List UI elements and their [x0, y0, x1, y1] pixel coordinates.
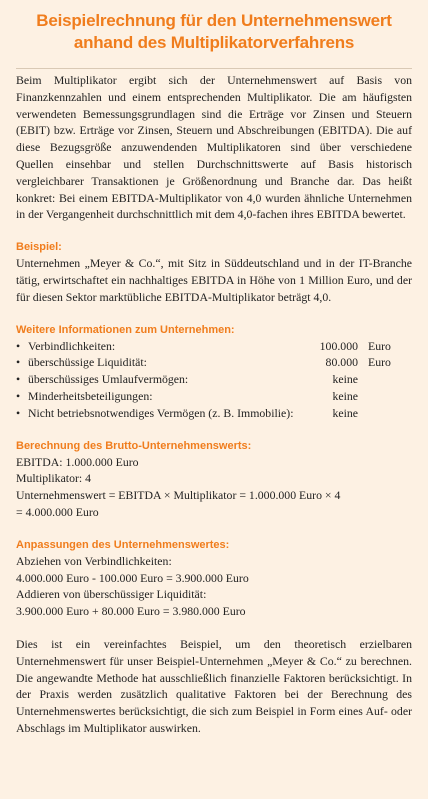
title-line-1: Beispielrechnung für den Unternehmenswert	[36, 11, 392, 30]
closing-paragraph: Dies ist ein vereinfachtes Beispiel, um den theoretisch erzielbaren Unternehmenswert für unser Beispiel-Unternehmen „Meyer & Co.“ zu berechnen. Die angewandte Methode hat ausschließlich finanzielle Faktoren berücksichtigt. In der Praxis werden zusätzlich qualitative Faktoren bei der Berechnung des Unternehmenswertes berücksichtigt, die sich zum Beispiel in Form eines Auf- oder Abschlags im Multiplikator auswirken.	[16, 636, 412, 735]
adjust-heading: Anpassungen des Unternehmenswertes:	[16, 538, 230, 551]
bullet-icon: •	[16, 338, 21, 353]
calc-line: Multiplikator: 4	[16, 471, 92, 486]
list-item: • überschüssige Liquidität: 80.000 Euro	[16, 355, 391, 370]
example-heading: Beispiel:	[16, 241, 62, 254]
gross-calculation	[16, 454, 412, 521]
bullet-icon: •	[16, 355, 21, 370]
list-item: • Nicht betriebsnotwendiges Vermögen (z. B. Immobilie): keine	[16, 405, 358, 420]
list-item: • überschüssiges Umlaufvermögen: keine	[16, 372, 358, 387]
gross-heading: Berechnung des Brutto-Unternehmenswerts:	[16, 439, 252, 452]
bullet-icon: •	[16, 372, 21, 387]
example-paragraph: Unternehmen „Meyer & Co.“, mit Sitz in Süddeutschland und in der IT-Branche tätig, erwirtschaftet ein nachhaltiges EBITDA in Höhe von 1 Million Euro, und der für diesen Sektor marktübliche EBITDA-Multiplikator beträgt 4,0.	[16, 256, 412, 304]
adjust-calculation	[16, 553, 412, 620]
calc-line: 4.000.000 Euro - 100.000 Euro = 3.900.000 Euro	[16, 570, 249, 585]
calc-line: Unternehmenswert = EBITDA × Multiplikator = 1.000.000 Euro × 4	[16, 488, 341, 503]
list-item: • Verbindlichkeiten: 100.000 Euro	[16, 338, 391, 353]
calc-line: = 4.000.000 Euro	[16, 504, 99, 519]
page-title	[0, 10, 428, 54]
calc-line: Abziehen von Verbindlichkeiten:	[16, 553, 172, 568]
intro-paragraph: Beim Multiplikator ergibt sich der Unternehmenswert auf Basis von Finanzkennzahlen und einem entsprechenden Multiplikator. Die am häufigsten verwendeten Bemessungsgrundlagen sind die Erträge vor Zinsen und Steuern (EBIT) bzw. Erträge vor Zinsen, Steuern und Abschreibungen (EBITDA). Die auf diese Bezugsgröße anzuwendenden Multiplikatoren sind über verschiedene Quellen einsehbar und stellen Durchschnittswerte auf Basis historisch vergleichbarer Transaktionen je Größenordnung und Branche dar. Das heißt konkret: Bei einem EBITDA-Multiplikator von 4,0 wurden ähnliche Unternehmen in der Vergangenheit durchschnittlich mit dem 4,0-fachen ihres EBITDA bewertet.	[16, 73, 412, 222]
calc-line: EBITDA: 1.000.000 Euro	[16, 454, 139, 469]
calc-line: 3.900.000 Euro + 80.000 Euro = 3.980.000 Euro	[16, 604, 246, 619]
title-divider	[16, 68, 412, 69]
article-body	[16, 72, 412, 749]
bullet-icon: •	[16, 405, 21, 420]
list-item: • Minderheitsbeteiligungen: keine	[16, 388, 358, 403]
info-heading: Weitere Informationen zum Unternehmen:	[16, 323, 235, 336]
title-line-2: anhand des Multiplikatorverfahrens	[73, 33, 355, 52]
bullet-icon: •	[16, 388, 21, 403]
info-list	[16, 338, 412, 422]
calc-line: Addieren von überschüssiger Liquidität:	[16, 587, 207, 602]
